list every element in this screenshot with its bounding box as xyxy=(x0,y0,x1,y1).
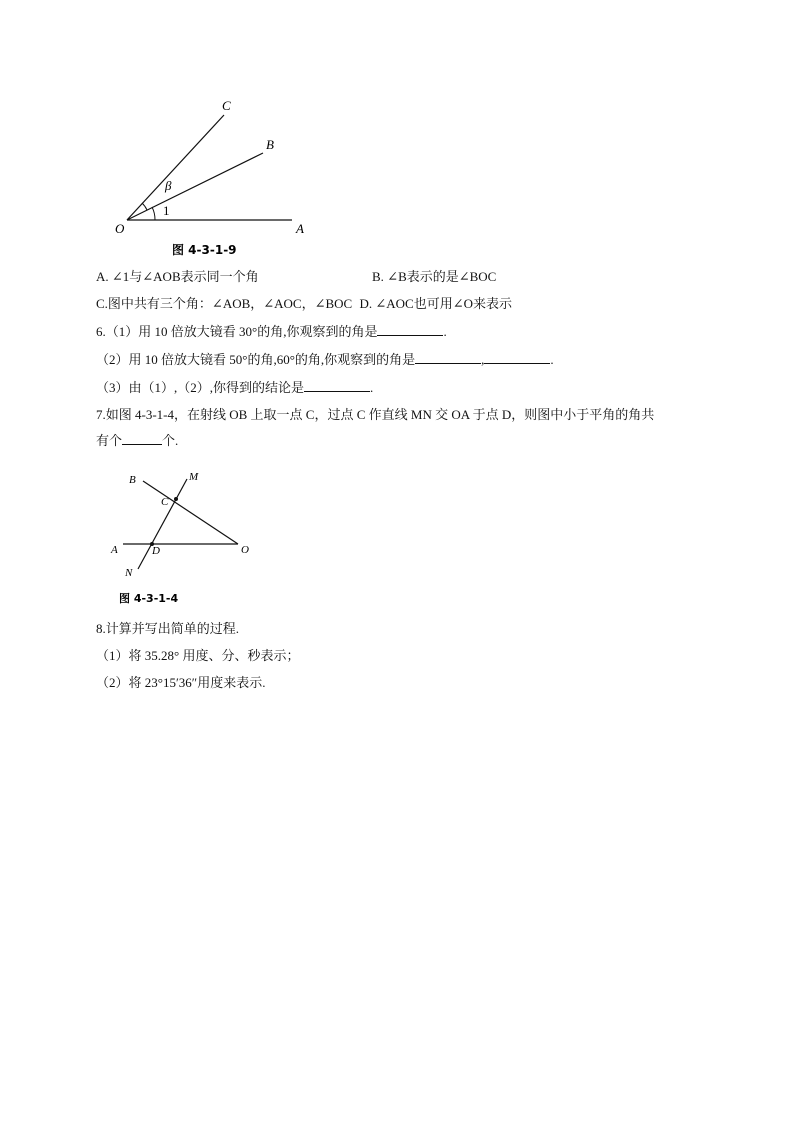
ray-OC xyxy=(127,115,224,220)
q7-line1: 7.如图 4-3-1-4，在射线 OB 上取一点 C，过点 C 作直线 MN 交 OA 于点 D，则图中小于平角的角共 xyxy=(96,407,655,422)
q8-title: 8.计算并写出简单的过程. xyxy=(96,621,240,636)
q6-part3-text: （3）由（1）,（2）,你得到的结论是 xyxy=(96,380,305,395)
figure-angle-diagram-1 xyxy=(100,95,330,260)
figure-caption-1: 图 4-3-1-9 xyxy=(172,243,237,257)
label-B: B xyxy=(266,137,274,152)
arc-angle-beta xyxy=(142,203,147,210)
q7-line2-end: 个. xyxy=(162,433,179,448)
q6-part1-end: . xyxy=(443,324,447,339)
label-A: A xyxy=(296,221,304,236)
label-beta: β xyxy=(165,178,172,193)
line-MN xyxy=(138,479,187,569)
q6-part3 xyxy=(96,379,373,397)
q7-line2 xyxy=(96,432,178,450)
q7-blank[interactable] xyxy=(122,432,162,445)
label-M: M xyxy=(189,471,199,483)
label-B-2: B xyxy=(129,474,136,486)
q6-part3-end: . xyxy=(370,380,374,395)
option-c-d-row xyxy=(96,295,512,313)
label-O-2: O xyxy=(241,544,249,556)
q6-part1-text: 6.（1）用 10 倍放大镜看 30°的角,你观察到的角是 xyxy=(96,324,378,339)
q6-part1-blank[interactable] xyxy=(377,323,443,336)
q7-line2-text: 有个 xyxy=(96,433,123,448)
option-d: D. ∠AOC也可用∠O来表示 xyxy=(359,296,512,311)
label-D: D xyxy=(152,545,160,557)
arc-angle-1 xyxy=(152,207,155,220)
option-c: C.图中共有三个角：∠AOB，∠AOC，∠BOC xyxy=(96,296,353,311)
label-A-2: A xyxy=(111,544,118,556)
q6-part3-blank[interactable] xyxy=(304,379,370,392)
q6-part2-text: （2）用 10 倍放大镜看 50°的角,60°的角,你观察到的角是 xyxy=(96,352,416,367)
label-1: 1 xyxy=(163,203,170,218)
q6-part2 xyxy=(96,351,554,369)
label-C: C xyxy=(222,98,231,113)
label-O: O xyxy=(115,221,125,236)
ray-OB xyxy=(127,153,263,220)
q8-part2: （2）将 23°15′36″用度来表示. xyxy=(96,675,266,690)
q6-part1 xyxy=(96,323,447,341)
figure-caption-2: 图 4-3-1-4 xyxy=(119,592,179,605)
point-C xyxy=(174,497,178,501)
q8-part1: （1）将 35.28° 用度、分、秒表示； xyxy=(96,648,300,663)
figure-angle-diagram-2 xyxy=(105,465,265,613)
option-b: B. ∠B表示的是∠BOC xyxy=(372,269,497,284)
label-N: N xyxy=(125,567,133,579)
option-a: A. ∠1与∠AOB表示同一个角 xyxy=(96,269,259,284)
label-C-2: C xyxy=(161,496,169,508)
q6-part2-sep: , xyxy=(481,352,485,367)
q6-part2-blank-2[interactable] xyxy=(484,351,550,364)
q6-part2-blank-1[interactable] xyxy=(415,351,481,364)
q6-part2-end: . xyxy=(550,352,554,367)
